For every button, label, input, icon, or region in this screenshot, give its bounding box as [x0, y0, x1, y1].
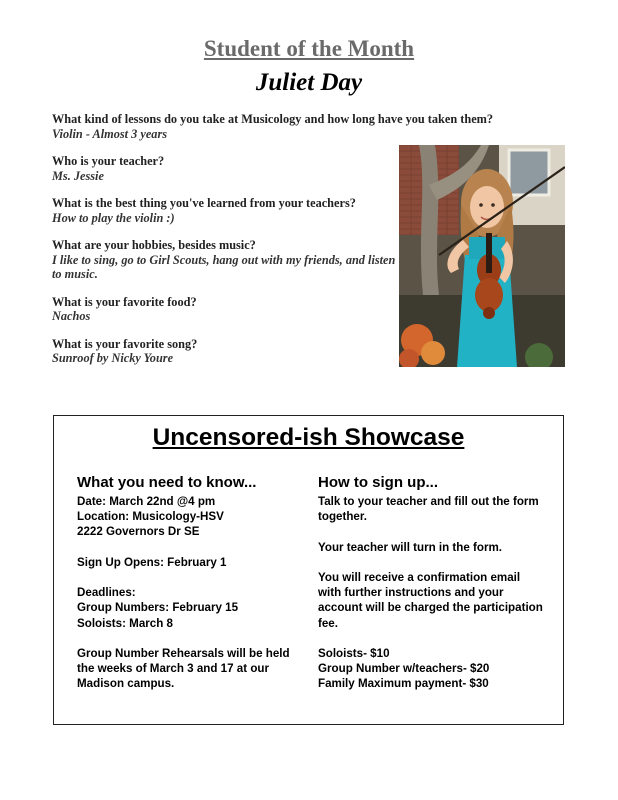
fee-group: Group Number w/teachers- $20 [318, 662, 490, 676]
fee-soloists: Soloists- $10 [318, 646, 390, 660]
qa-item [52, 154, 397, 183]
showcase-box [53, 415, 564, 725]
qa-item [52, 295, 397, 324]
question: Who is your teacher? [52, 154, 165, 168]
answer: Violin - Almost 3 years [52, 126, 168, 141]
answer: I like to sing, go to Girl Scouts, hang out with my friends, and listen to music. [52, 252, 396, 281]
rehearsal-info: Group Number Rehearsals will be held the weeks of March 3 and 17 at our Madison campus. [77, 646, 290, 691]
interview-section [52, 112, 494, 379]
qa-item [52, 196, 397, 225]
question: What are your hobbies, besides music? [52, 238, 256, 252]
question: What is your favorite food? [52, 294, 197, 309]
student-photo [399, 145, 565, 367]
group-deadline: Group Numbers: February 15 [77, 601, 239, 615]
deadlines-label: Deadlines: [77, 586, 136, 600]
answer: Ms. Jessie [52, 168, 104, 183]
event-location: Location: Musicology-HSV [77, 510, 224, 524]
qa-item [52, 238, 397, 282]
answer: How to play the violin :) [52, 210, 175, 225]
qa-item [52, 112, 494, 141]
page-title: Student of the Month [203, 36, 415, 61]
answer: Nachos [52, 309, 91, 323]
how-to-sign-up-heading: How to sign up... [318, 474, 438, 491]
what-to-know-column [77, 473, 307, 692]
how-to-sign-up-column [318, 473, 543, 692]
fee-family: Family Maximum payment- $30 [318, 677, 489, 691]
signup-step-2: Your teacher will turn in the form. [318, 540, 503, 554]
question: What is the best thing you've learned from your teachers? [52, 196, 356, 210]
soloist-deadline: Soloists: March 8 [77, 616, 173, 630]
event-address: 2222 Governors Dr SE [77, 525, 200, 539]
signup-step-3: You will receive a confirmation email with further instructions and your account will be charged the participation fee. [318, 570, 543, 630]
student-name: Juliet Day [255, 69, 363, 96]
what-to-know-heading: What you need to know... [77, 474, 257, 491]
question: What is your favorite song? [52, 336, 198, 351]
event-date: Date: March 22nd @4 pm [77, 495, 216, 508]
girl-with-violin-image [399, 145, 565, 367]
signup-opens: Sign Up Opens: February 1 [77, 555, 227, 569]
answer: Sunroof by Nicky Youre [52, 351, 174, 365]
showcase-title: Uncensored-ish Showcase [152, 424, 465, 451]
qa-item [52, 337, 397, 366]
question: What kind of lessons do you take at Musicology and how long have you taken them? [52, 112, 494, 126]
signup-step-1: Talk to your teacher and fill out the form together. [318, 495, 539, 524]
